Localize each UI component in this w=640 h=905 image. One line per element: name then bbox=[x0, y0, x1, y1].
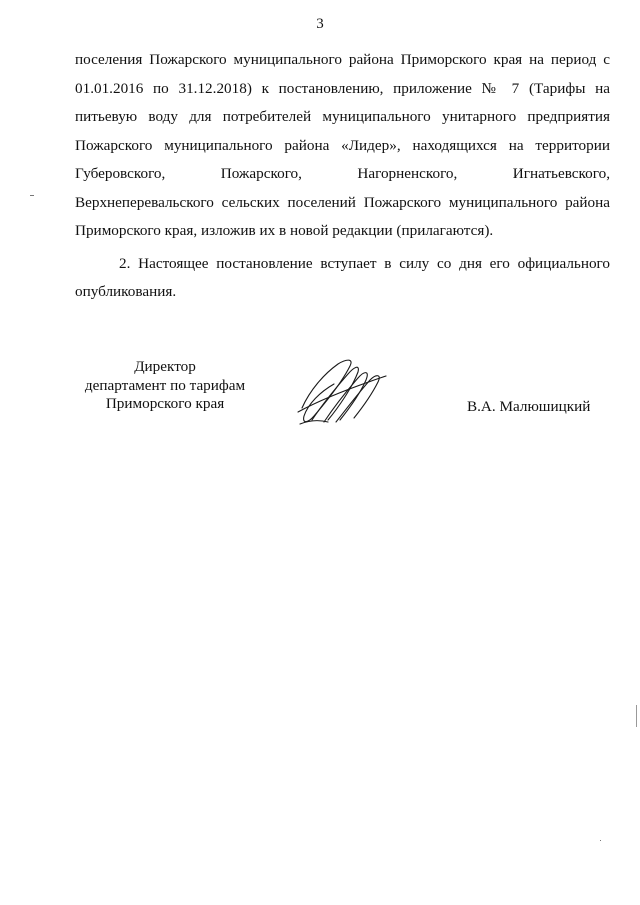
scan-artifact bbox=[600, 840, 601, 841]
scan-artifact bbox=[30, 195, 34, 196]
handwritten-signature bbox=[290, 350, 390, 430]
paragraph-2: 2. Настоящее постановление вступает в силу со дня его официального опубликования. bbox=[75, 254, 610, 300]
paragraph-1 bbox=[75, 46, 610, 246]
signatory-title-line: Приморского края bbox=[105, 395, 225, 412]
paragraph-1-line: Пожарского муниципального района «Лидер», находящихся на территории bbox=[75, 136, 610, 154]
signatory-title bbox=[75, 358, 255, 414]
signatory-title-line: департамент по тарифам bbox=[84, 376, 246, 394]
paragraph-1-line: Губеровского, Пожарского, Нагорненского, Игнатьевского, bbox=[75, 165, 610, 182]
paragraph-1-line: Приморского края, изложив их в новой редакции (прилагаются). bbox=[75, 222, 494, 239]
paragraph-1-line: Верхнеперевальского сельских поселений Пожарского муниципального района bbox=[75, 193, 610, 211]
document-body bbox=[75, 46, 610, 307]
paragraph-1-line: питьевую воду для потребителей муниципального унитарного предприятия bbox=[75, 108, 610, 125]
paragraph-1-line: поселения Пожарского муниципального района Приморского края на период с bbox=[75, 51, 610, 68]
signatory-name: В.А. Малюшицкий bbox=[467, 398, 591, 415]
scan-artifact bbox=[636, 705, 637, 727]
paragraph-1-line: 01.01.2016 по 31.12.2018) к постановлению, приложение № 7 (Тарифы на bbox=[75, 79, 610, 97]
signatory-title-line: Директор bbox=[134, 358, 196, 375]
page-number: 3 bbox=[316, 16, 324, 32]
